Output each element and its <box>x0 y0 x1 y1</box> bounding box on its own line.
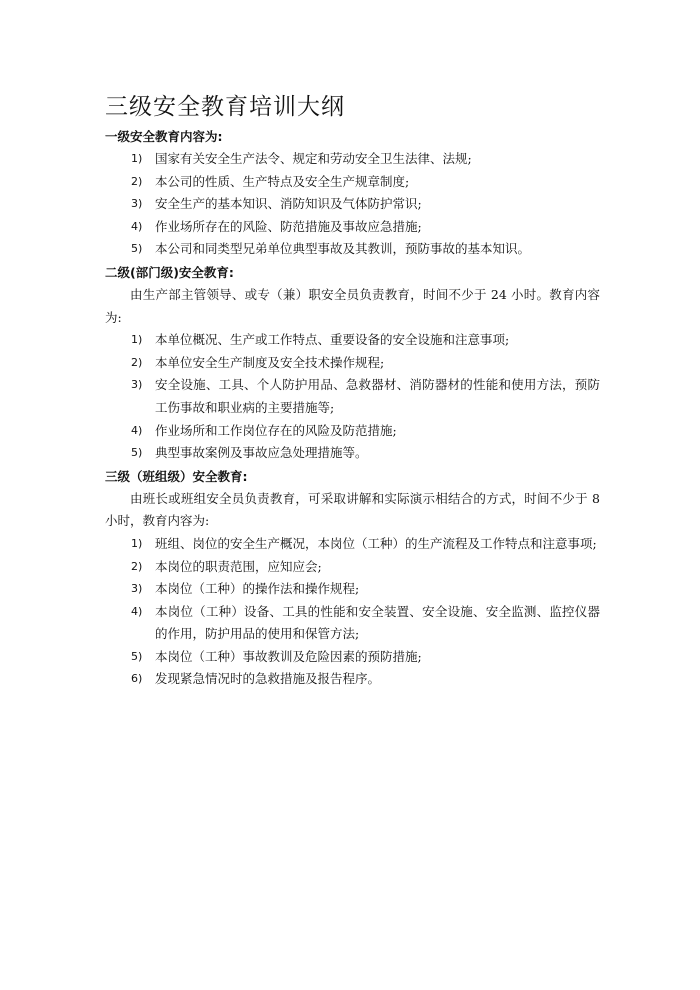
item-text: 本岗位的职责范围，应知应会; <box>155 558 322 574</box>
section-level-one <box>105 125 600 261</box>
item-text: 班组、岗位的安全生产概况，本岗位（工种）的生产流程及工作特点和注意事项; <box>155 535 597 551</box>
item-text: 本岗位（工种）的操作法和操作规程; <box>155 581 360 597</box>
item-number: 2) <box>131 559 143 573</box>
item-text: 本岗位（工种）事故教训及危险因素的预防措施; <box>155 648 422 664</box>
item-number: 1) <box>131 152 143 165</box>
item-number: 6) <box>131 672 143 686</box>
list-item <box>105 533 600 556</box>
item-number: 1) <box>131 333 143 347</box>
item-text: 作业场所存在的风险、防范措施及事故应急措施; <box>155 218 422 234</box>
item-list <box>105 533 600 691</box>
list-item <box>105 374 600 419</box>
section-intro: 由班长或班组安全员负责教育，可采取讲解和实际演示相结合的方式，时间不少于 8 小时，教育内容为: <box>105 490 600 529</box>
list-item <box>105 668 600 691</box>
section-heading: 三级（班组级）安全教育: <box>105 468 248 484</box>
section-heading: 一级安全教育内容为: <box>105 129 223 144</box>
item-text: 安全设施、工具、个人防护用品、急救器材、消防器材的性能和使用方法，预防工伤事故和职业病的主要措施等; <box>155 377 600 415</box>
list-item <box>105 238 600 261</box>
list-item <box>105 646 600 669</box>
item-number: 2) <box>131 355 143 369</box>
item-number: 3) <box>131 197 143 211</box>
item-number: 1) <box>131 536 143 550</box>
list-item <box>105 193 600 216</box>
list-item <box>105 329 600 352</box>
item-number: 4) <box>131 604 143 618</box>
list-item <box>105 148 600 171</box>
item-text: 本公司的性质、生产特点及安全生产规章制度; <box>155 173 410 189</box>
list-item <box>105 556 600 579</box>
item-list <box>105 329 600 465</box>
item-number: 4) <box>131 423 143 437</box>
item-list <box>105 148 600 261</box>
item-number: 4) <box>131 219 143 233</box>
item-number: 5) <box>131 242 143 256</box>
list-item <box>105 578 600 601</box>
list-item <box>105 442 600 465</box>
item-text: 国家有关安全生产法令、规定和劳动安全卫生法律、法规; <box>155 151 472 166</box>
item-text: 典型事故案例及事故应急处理措施等。 <box>155 445 368 461</box>
section-level-three <box>105 465 600 691</box>
item-text: 安全生产的基本知识、消防知识及气体防护常识; <box>155 196 422 212</box>
document-body <box>105 125 600 691</box>
item-text: 本单位安全生产制度及安全技术操作规程; <box>155 354 385 370</box>
section-heading: 二级(部门级)安全教育: <box>105 264 234 280</box>
item-text: 作业场所和工作岗位存在的风险及防范措施; <box>155 422 397 438</box>
item-number: 5) <box>131 446 143 460</box>
item-number: 3) <box>131 582 143 596</box>
list-item <box>105 352 600 375</box>
item-number: 5) <box>131 649 143 663</box>
item-text: 本公司和同类型兄弟单位典型事故及其教训，预防事故的基本知识。 <box>155 241 531 257</box>
list-item <box>105 216 600 239</box>
item-text: 发现紧急情况时的急救措施及报告程序。 <box>155 671 381 687</box>
page-title: 三级安全教育培训大纲 <box>105 94 345 120</box>
list-item <box>105 420 600 443</box>
item-number: 3) <box>131 378 143 392</box>
item-text: 本岗位（工种）设备、工具的性能和安全装置、安全设施、安全监测、监控仪器的作用，防护用品的使用和保管方法; <box>155 603 600 642</box>
section-level-two <box>105 261 600 465</box>
item-text: 本单位概况、生产或工作特点、重要设备的安全设施和注意事项; <box>155 332 510 348</box>
section-intro: 由生产部主管领导、或专（兼）职安全员负责教育，时间不少于 24 小时。教育内容为: <box>105 286 600 325</box>
list-item <box>105 601 600 646</box>
item-number: 2) <box>131 174 143 188</box>
list-item <box>105 171 600 194</box>
